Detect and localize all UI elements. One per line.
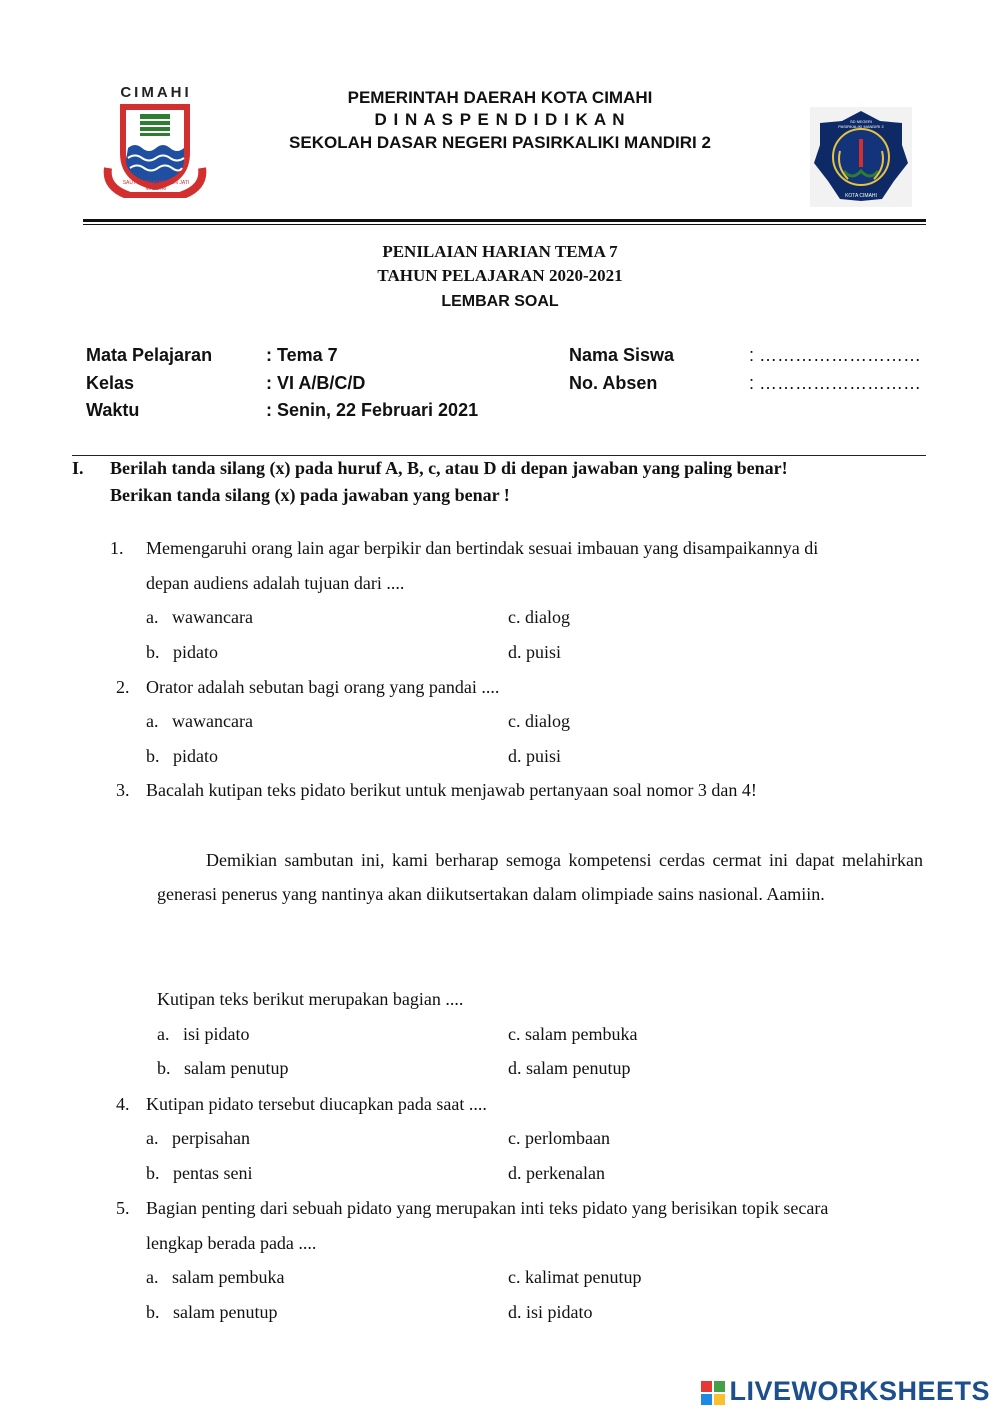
option-letter: b. [146, 746, 160, 766]
q3-option-d[interactable]: d. salam penutup [508, 1058, 631, 1078]
mapel-label: Mata Pelajaran [86, 345, 213, 365]
q2-text: Orator adalah sebutan bagi orang yang pandai .... [146, 677, 500, 697]
option-letter: a. [146, 1267, 159, 1287]
school-logo-caption: SD NEGERI PASIRKALIKI MANDIRI 2 [838, 119, 884, 129]
nama-field[interactable]: : ……………………… [749, 345, 922, 365]
exam-title: PENILAIAN HARIAN TEMA 7 [382, 242, 618, 261]
q4-text: Kutipan pidato tersebut diucapkan pada saat .... [146, 1094, 487, 1114]
option-text: pidato [173, 746, 218, 766]
absen-label: No. Absen [569, 373, 658, 393]
school-logo-city: KOTA CIMAHI [845, 193, 877, 199]
q5-text-1: Bagian penting dari sebuah pidato yang merupakan inti teks pidato yang berisikan topik secara [146, 1198, 829, 1218]
school-title: SEKOLAH DASAR NEGERI PASIRKALIKI MANDIRI 2 [289, 133, 711, 152]
school-year: TAHUN PELAJARAN 2020-2021 [377, 266, 623, 285]
option-letter: b. [146, 642, 160, 662]
q2-number: 2. [116, 677, 130, 697]
option-text: wawancara [172, 711, 253, 731]
school-logo [810, 107, 912, 207]
q4-option-b[interactable] [146, 1163, 252, 1184]
dept-title: D I N A S P E N D I D I K A N [374, 110, 626, 129]
option-text: perpisahan [172, 1128, 250, 1148]
q4-number: 4. [116, 1094, 130, 1114]
option-letter: a. [157, 1024, 170, 1044]
option-letter: a. [146, 711, 159, 731]
option-letter: a. [146, 607, 159, 627]
q1-option-a[interactable] [146, 607, 253, 628]
section-number: I. [72, 458, 84, 478]
option-text: pidato [173, 642, 218, 662]
q5-option-a[interactable] [146, 1267, 284, 1288]
option-text: wawancara [172, 607, 253, 627]
q5-number: 5. [116, 1198, 130, 1218]
option-text: isi pidato [183, 1024, 250, 1044]
q3-option-b[interactable] [157, 1058, 288, 1079]
q5-option-d[interactable]: d. isi pidato [508, 1302, 593, 1322]
option-text: salam penutup [184, 1058, 289, 1078]
q3-option-a[interactable] [157, 1024, 250, 1045]
liveworksheets-watermark[interactable] [701, 1376, 990, 1407]
q5-text-2: lengkap berada pada .... [146, 1233, 317, 1253]
gov-title: PEMERINTAH DAERAH KOTA CIMAHI [347, 88, 653, 107]
option-letter: b. [146, 1302, 160, 1322]
nama-label: Nama Siswa [569, 345, 675, 365]
q1-option-b[interactable] [146, 642, 218, 663]
kelas-value: : VI A/B/C/D [266, 373, 366, 393]
info-divider [72, 455, 926, 456]
section-instruction-2: Berikan tanda silang (x) pada jawaban yang benar ! [110, 485, 510, 505]
q1-option-c[interactable]: c. dialog [508, 607, 570, 627]
q3-option-c[interactable]: c. salam pembuka [508, 1024, 638, 1044]
cimahi-logo-text: CIMAHI [120, 84, 192, 101]
sheet-title: LEMBAR SOAL [441, 293, 559, 310]
q1-text-2: depan audiens adalah tujuan dari .... [146, 573, 405, 593]
q1-text-1: Memengaruhi orang lain agar berpikir dan bertindak sesuai imbauan yang disampaikannya di [146, 538, 819, 558]
q4-option-a[interactable] [146, 1128, 250, 1149]
q2-option-c[interactable]: c. dialog [508, 711, 570, 731]
header-rule-thin [83, 224, 926, 225]
option-text: pentas seni [173, 1163, 253, 1183]
section-instruction-1: Berilah tanda silang (x) pada huruf A, B, c, atau D di depan jawaban yang paling benar! [110, 458, 788, 478]
waktu-value: : Senin, 22 Februari 2021 [266, 400, 479, 420]
option-text: salam penutup [173, 1302, 278, 1322]
absen-field[interactable]: : ……………………… [749, 373, 922, 393]
mapel-value: : Tema 7 [266, 345, 338, 365]
waktu-label: Waktu [86, 400, 140, 420]
q4-option-d[interactable]: d. perkenalan [508, 1163, 605, 1183]
q3-prompt: Kutipan teks berikut merupakan bagian .... [157, 989, 464, 1009]
q2-option-a[interactable] [146, 711, 253, 732]
liveworksheets-logo-icon [701, 1381, 725, 1405]
q1-option-d[interactable]: d. puisi [508, 642, 562, 662]
q2-option-b[interactable] [146, 746, 218, 767]
cimahi-logo [100, 84, 210, 199]
cimahi-motto: SAUYUN NGAMANGUN JATI MANDIRI [122, 180, 190, 192]
q5-option-c[interactable]: c. kalimat penutup [508, 1267, 642, 1287]
q1-number: 1. [110, 538, 124, 558]
q3-number: 3. [116, 780, 130, 800]
q4-option-c[interactable]: c. perlombaan [508, 1128, 610, 1148]
header-rule-thick [83, 219, 926, 222]
option-letter: a. [146, 1128, 159, 1148]
watermark-text: LIVEWORKSHEETS [729, 1376, 990, 1406]
kelas-label: Kelas [86, 373, 135, 393]
q5-option-b[interactable] [146, 1302, 277, 1323]
option-letter: b. [146, 1163, 160, 1183]
option-text: salam pembuka [172, 1267, 285, 1287]
q2-option-d[interactable]: d. puisi [508, 746, 562, 766]
q3-text: Bacalah kutipan teks pidato berikut untuk menjawab pertanyaan soal nomor 3 dan 4! [146, 780, 757, 800]
option-letter: b. [157, 1058, 171, 1078]
q3-passage: Demikian sambutan ini, kami berharap semoga kompetensi cerdas cermat ini dapat melahirkan generasi penerus yang nantinya akan diikutsertakan dalam olimpiade sains nasional. Aamiin. [157, 850, 923, 904]
